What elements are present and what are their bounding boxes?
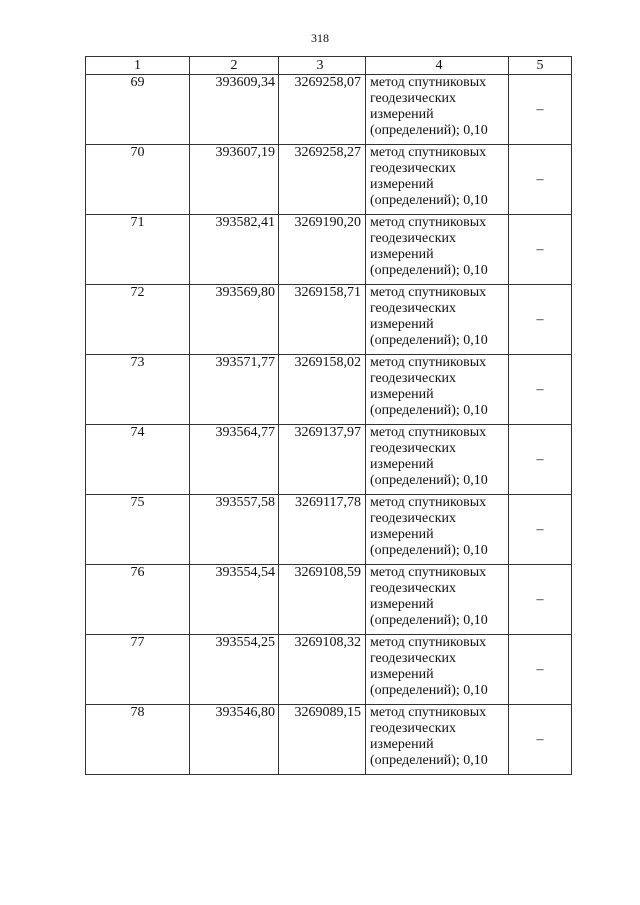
note-cell: –: [509, 355, 572, 425]
method-cell: [366, 705, 509, 775]
table-row: [86, 495, 572, 565]
note-cell: –: [509, 75, 572, 145]
note-cell: –: [509, 635, 572, 705]
point-number: 76: [86, 565, 190, 635]
method-cell: [366, 495, 509, 565]
table-row: [86, 215, 572, 285]
method-line: геодезических: [370, 441, 457, 456]
method-line: метод спутниковых: [370, 215, 487, 230]
table-header-row: [86, 57, 572, 75]
method-line: метод спутниковых: [370, 285, 487, 300]
method-line: метод спутниковых: [370, 705, 487, 720]
x-coordinate: 393582,41: [190, 215, 279, 285]
y-coordinate: 3269108,59: [279, 565, 366, 635]
method-line: метод спутниковых: [370, 145, 487, 160]
method-line: измерений: [370, 177, 434, 192]
method-line: измерений: [370, 737, 434, 752]
method-line: метод спутниковых: [370, 355, 487, 370]
method-line: геодезических: [370, 301, 457, 316]
method-line: (определений); 0,10: [370, 193, 488, 208]
point-number: 70: [86, 145, 190, 215]
method-line: геодезических: [370, 161, 457, 176]
page-number: 318: [311, 31, 329, 45]
y-coordinate: 3269117,78: [279, 495, 366, 565]
y-coordinate: 3269137,97: [279, 425, 366, 495]
method-line: (определений); 0,10: [370, 683, 488, 698]
method-cell: [366, 565, 509, 635]
method-line: измерений: [370, 387, 434, 402]
point-number: 72: [86, 285, 190, 355]
y-coordinate: 3269190,20: [279, 215, 366, 285]
y-coordinate: 3269089,15: [279, 705, 366, 775]
method-cell: [366, 635, 509, 705]
method-cell: [366, 285, 509, 355]
header-cell: 1: [86, 57, 190, 75]
y-coordinate: 3269258,27: [279, 145, 366, 215]
method-cell: [366, 75, 509, 145]
note-cell: –: [509, 565, 572, 635]
x-coordinate: 393554,25: [190, 635, 279, 705]
table-row: [86, 565, 572, 635]
method-line: метод спутниковых: [370, 495, 487, 510]
method-line: геодезических: [370, 91, 457, 106]
method-cell: [366, 355, 509, 425]
note-cell: –: [509, 285, 572, 355]
method-line: (определений); 0,10: [370, 543, 488, 558]
method-line: (определений); 0,10: [370, 123, 488, 138]
header-cell: 3: [279, 57, 366, 75]
point-number: 71: [86, 215, 190, 285]
x-coordinate: 393569,80: [190, 285, 279, 355]
y-coordinate: 3269108,32: [279, 635, 366, 705]
coordinates-table: [85, 56, 572, 775]
x-coordinate: 393546,80: [190, 705, 279, 775]
method-line: (определений); 0,10: [370, 753, 488, 768]
method-line: геодезических: [370, 721, 457, 736]
method-line: геодезических: [370, 651, 457, 666]
y-coordinate: 3269158,02: [279, 355, 366, 425]
y-coordinate: 3269258,07: [279, 75, 366, 145]
method-line: метод спутниковых: [370, 425, 487, 440]
method-line: метод спутниковых: [370, 565, 487, 580]
x-coordinate: 393571,77: [190, 355, 279, 425]
method-cell: [366, 145, 509, 215]
method-line: измерений: [370, 247, 434, 262]
x-coordinate: 393564,77: [190, 425, 279, 495]
note-cell: –: [509, 495, 572, 565]
x-coordinate: 393607,19: [190, 145, 279, 215]
header-cell: 2: [190, 57, 279, 75]
method-line: геодезических: [370, 511, 457, 526]
note-cell: –: [509, 425, 572, 495]
method-line: (определений); 0,10: [370, 403, 488, 418]
method-line: измерений: [370, 107, 434, 122]
point-number: 77: [86, 635, 190, 705]
table-row: [86, 705, 572, 775]
x-coordinate: 393557,58: [190, 495, 279, 565]
method-line: измерений: [370, 317, 434, 332]
table-row: [86, 145, 572, 215]
method-line: геодезических: [370, 581, 457, 596]
method-line: (определений); 0,10: [370, 263, 488, 278]
method-line: (определений); 0,10: [370, 333, 488, 348]
point-number: 69: [86, 75, 190, 145]
method-line: измерений: [370, 527, 434, 542]
table-row: [86, 75, 572, 145]
table-row: [86, 285, 572, 355]
method-line: геодезических: [370, 371, 457, 386]
method-line: метод спутниковых: [370, 635, 487, 650]
point-number: 75: [86, 495, 190, 565]
point-number: 78: [86, 705, 190, 775]
point-number: 74: [86, 425, 190, 495]
method-line: измерений: [370, 667, 434, 682]
x-coordinate: 393609,34: [190, 75, 279, 145]
method-line: геодезических: [370, 231, 457, 246]
method-cell: [366, 425, 509, 495]
y-coordinate: 3269158,71: [279, 285, 366, 355]
header-cell: 5: [509, 57, 572, 75]
x-coordinate: 393554,54: [190, 565, 279, 635]
method-line: метод спутниковых: [370, 75, 487, 90]
method-line: (определений); 0,10: [370, 613, 488, 628]
point-number: 73: [86, 355, 190, 425]
method-line: (определений); 0,10: [370, 473, 488, 488]
method-cell: [366, 215, 509, 285]
note-cell: –: [509, 705, 572, 775]
note-cell: –: [509, 145, 572, 215]
method-line: измерений: [370, 597, 434, 612]
method-line: измерений: [370, 457, 434, 472]
header-cell: 4: [366, 57, 509, 75]
note-cell: –: [509, 215, 572, 285]
table-row: [86, 635, 572, 705]
table-row: [86, 425, 572, 495]
table-row: [86, 355, 572, 425]
